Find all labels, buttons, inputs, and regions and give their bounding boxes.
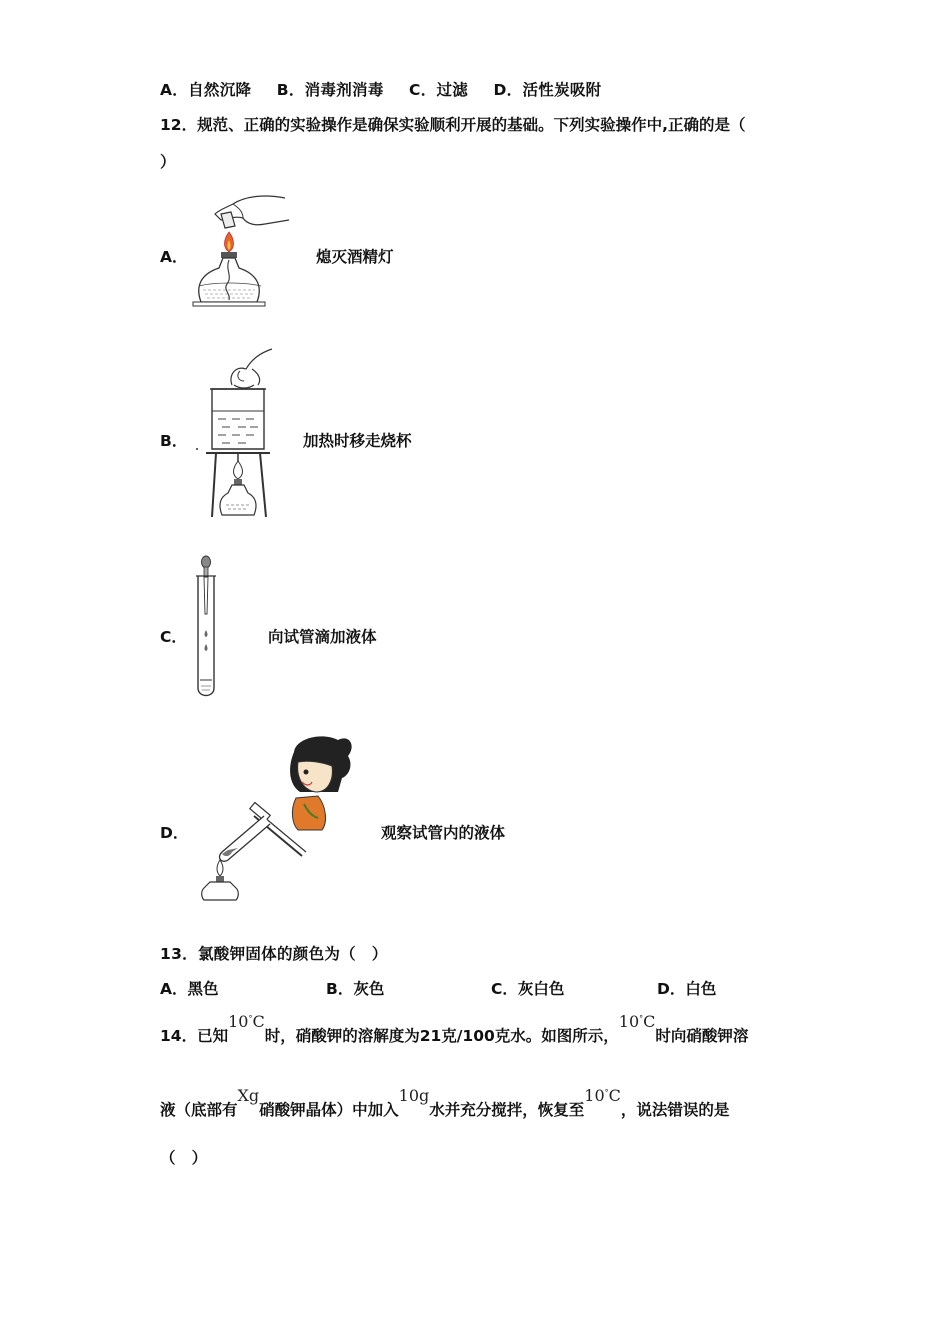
q13-option-c: C．灰白色 (491, 980, 565, 998)
q14-paren: （ ） (160, 1149, 208, 1167)
q12-option-a-text: 熄灭酒精灯 (316, 248, 394, 266)
beaker-heating-figure (192, 345, 282, 525)
q14-temp-1: 10°C (228, 1012, 265, 1031)
q14-part7: ，说法错误的是 (620, 1101, 730, 1119)
q13-option-b: B．灰色 (326, 980, 385, 998)
q12-option-b-text: 加热时移走烧杯 (303, 432, 412, 450)
q14-part4: 液（底部有 (160, 1101, 238, 1119)
observe-test-tube-figure (192, 732, 362, 902)
q14-line1 (160, 1012, 749, 1046)
q14-temp-3: 10°C (584, 1086, 621, 1105)
q14-part6: 水并充分搅拌，恢复至 (429, 1101, 585, 1119)
q14-part2: 时，硝酸钾的溶解度为21克/100克水。如图所示， (264, 1027, 619, 1045)
q12-option-c-text: 向试管滴加液体 (268, 628, 377, 646)
q13-stem: 13．氯酸钾固体的颜色为（ ） (160, 945, 388, 963)
q12-stem-line1: 12．规范、正确的实验操作是确保实验顺利开展的基础。下列实验操作中,正确的是（ (160, 116, 746, 134)
q14-mass-x: Xg (237, 1086, 260, 1105)
q12-option-a-tag: A． (160, 248, 188, 266)
q14-part5: 硝酸钾晶体）中加入 (259, 1101, 399, 1119)
q11-option-a: A．自然沉降 (160, 81, 252, 99)
q14-line2 (160, 1086, 730, 1120)
q12-option-c-tag: C． (160, 628, 187, 646)
q14-part1: 14．已知 (160, 1027, 229, 1045)
q13-option-d: D．白色 (657, 980, 717, 998)
q11-option-c: C．过滤 (409, 81, 469, 99)
q14-part3: 时向硝酸钾溶 (655, 1027, 749, 1045)
q13-option-a: A．黑色 (160, 980, 219, 998)
q12-option-b-tag: B． (160, 432, 188, 450)
q12-option-d-tag: D． (160, 824, 189, 842)
q11-option-b: B．消毒剂消毒 (276, 81, 384, 99)
q12-stem-line2: ） (160, 153, 176, 171)
q14-water-mass: 10g (398, 1086, 430, 1105)
q11-options-row (160, 78, 601, 100)
alcohol-lamp-cap-figure (185, 190, 295, 315)
q14-temp-2: 10°C (618, 1012, 656, 1031)
q12-option-d-text: 观察试管内的液体 (381, 824, 506, 842)
test-tube-dropper-figure (192, 552, 222, 704)
q11-option-d: D．活性炭吸附 (493, 81, 602, 99)
